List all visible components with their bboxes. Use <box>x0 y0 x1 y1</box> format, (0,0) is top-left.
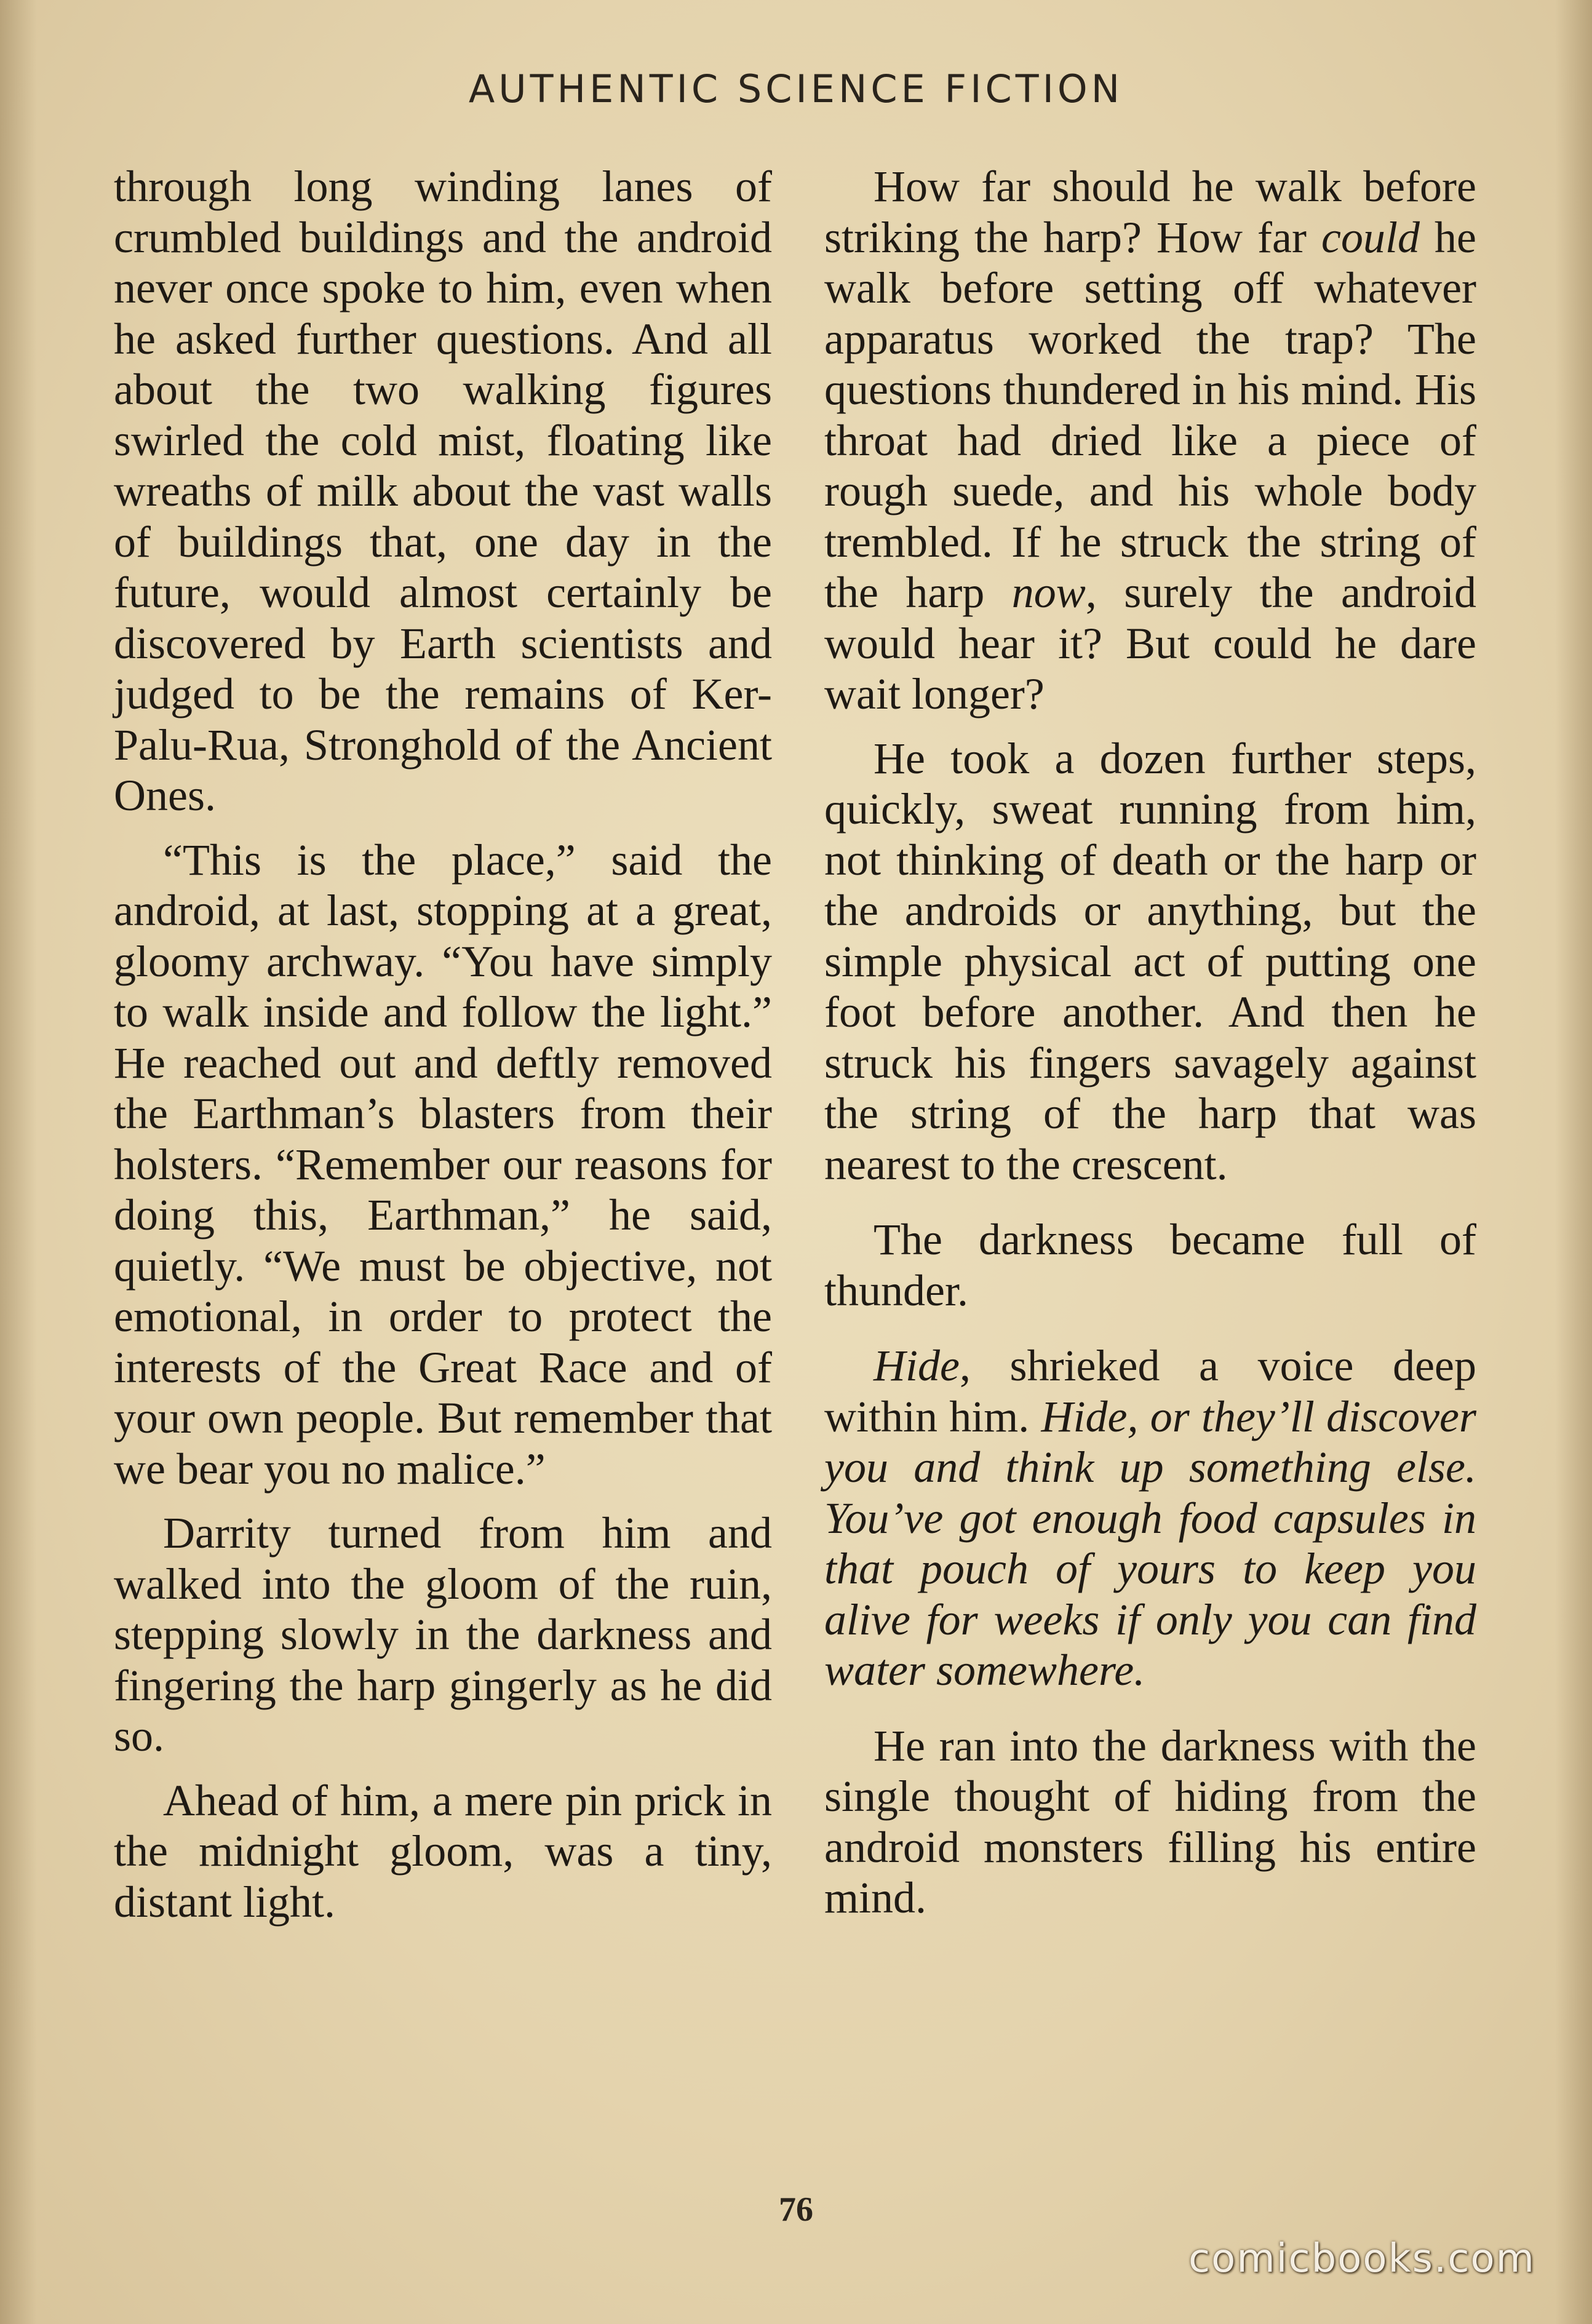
paragraph: “This is the place,” said the android, at last, stopping at a great, gloomy archway. “You have simply to walk inside and follow the light.” He reached out and deftly removed the Earthman’s blasters from their holsters. “Remember our reasons for doing this, Earthman,” he said, quietly. “We must be objective, not emotional, in order to protect the interests of the Great Race and of your own people. But remember that we bear you no malice.” <box>114 835 772 1494</box>
page-number: 76 <box>779 2191 813 2229</box>
running-header: AUTHENTIC SCIENCE FICTION <box>468 66 1124 111</box>
page-edge-shadow-right <box>1555 0 1592 2324</box>
text-run: How far should he walk before striking the harp? How far <box>824 162 1476 262</box>
italic-text: could <box>1321 212 1420 262</box>
text-run: he walk before setting off whatever apparatus worked the trap? The questions thundered in his mind. His throat had dried like a piece of rough suede, and his whole body trembled. If he struck the string of the harp <box>824 212 1476 617</box>
italic-text: now <box>1011 568 1086 617</box>
page-edge-shadow-left <box>0 0 37 2324</box>
right-text-column <box>824 161 1476 1937</box>
text-run: , shrieked a voice deep within him. <box>824 1341 1476 1441</box>
paragraph: The darkness became full of thunder. <box>824 1215 1476 1315</box>
site-watermark: comicbooks.com <box>1188 2236 1535 2282</box>
italic-text: Hide, or they’ll discover you and think up something else. You’ve got enough food capsules in that pouch of yours to keep you alive for weeks if only you can find water somewhere. <box>824 1391 1477 1695</box>
italic-text: Hide <box>874 1341 960 1390</box>
paragraph: He took a dozen further steps, quickly, sweat running from him, not thinking of death or the harp or the androids or anything, but the simple physical act of putting one foot before another. And then he struck his fingers savagely against the string of the harp that was nearest to the crescent. <box>824 733 1476 1189</box>
paragraph: He ran into the darkness with the single thought of hiding from the android monsters filling his entire mind. <box>824 1721 1476 1922</box>
left-text-column <box>114 161 772 1941</box>
paragraph: Ahead of him, a mere pin prick in the midnight gloom, was a tiny, distant light. <box>114 1775 772 1927</box>
paragraph <box>824 161 1476 720</box>
paragraph <box>824 1340 1476 1696</box>
text-run: , surely the android would hear it? But could he dare wait longer? <box>824 568 1476 718</box>
paragraph: through long winding lanes of crumbled buildings and the android never once spoke to him, even when he asked further questions. And all about the two walking figures swirled the cold mist, floating like wreaths of milk about the vast walls of buildings that, one day in the future, would almost certainly be discovered by Earth scientists and judged to be the remains of Ker-Palu-Rua, Stronghold of the Ancient Ones. <box>114 162 772 820</box>
paragraph: Darrity turned from him and walked into the gloom of the ruin, stepping slowly in the darkness and fingering the harp gingerly as he did so. <box>114 1508 772 1761</box>
